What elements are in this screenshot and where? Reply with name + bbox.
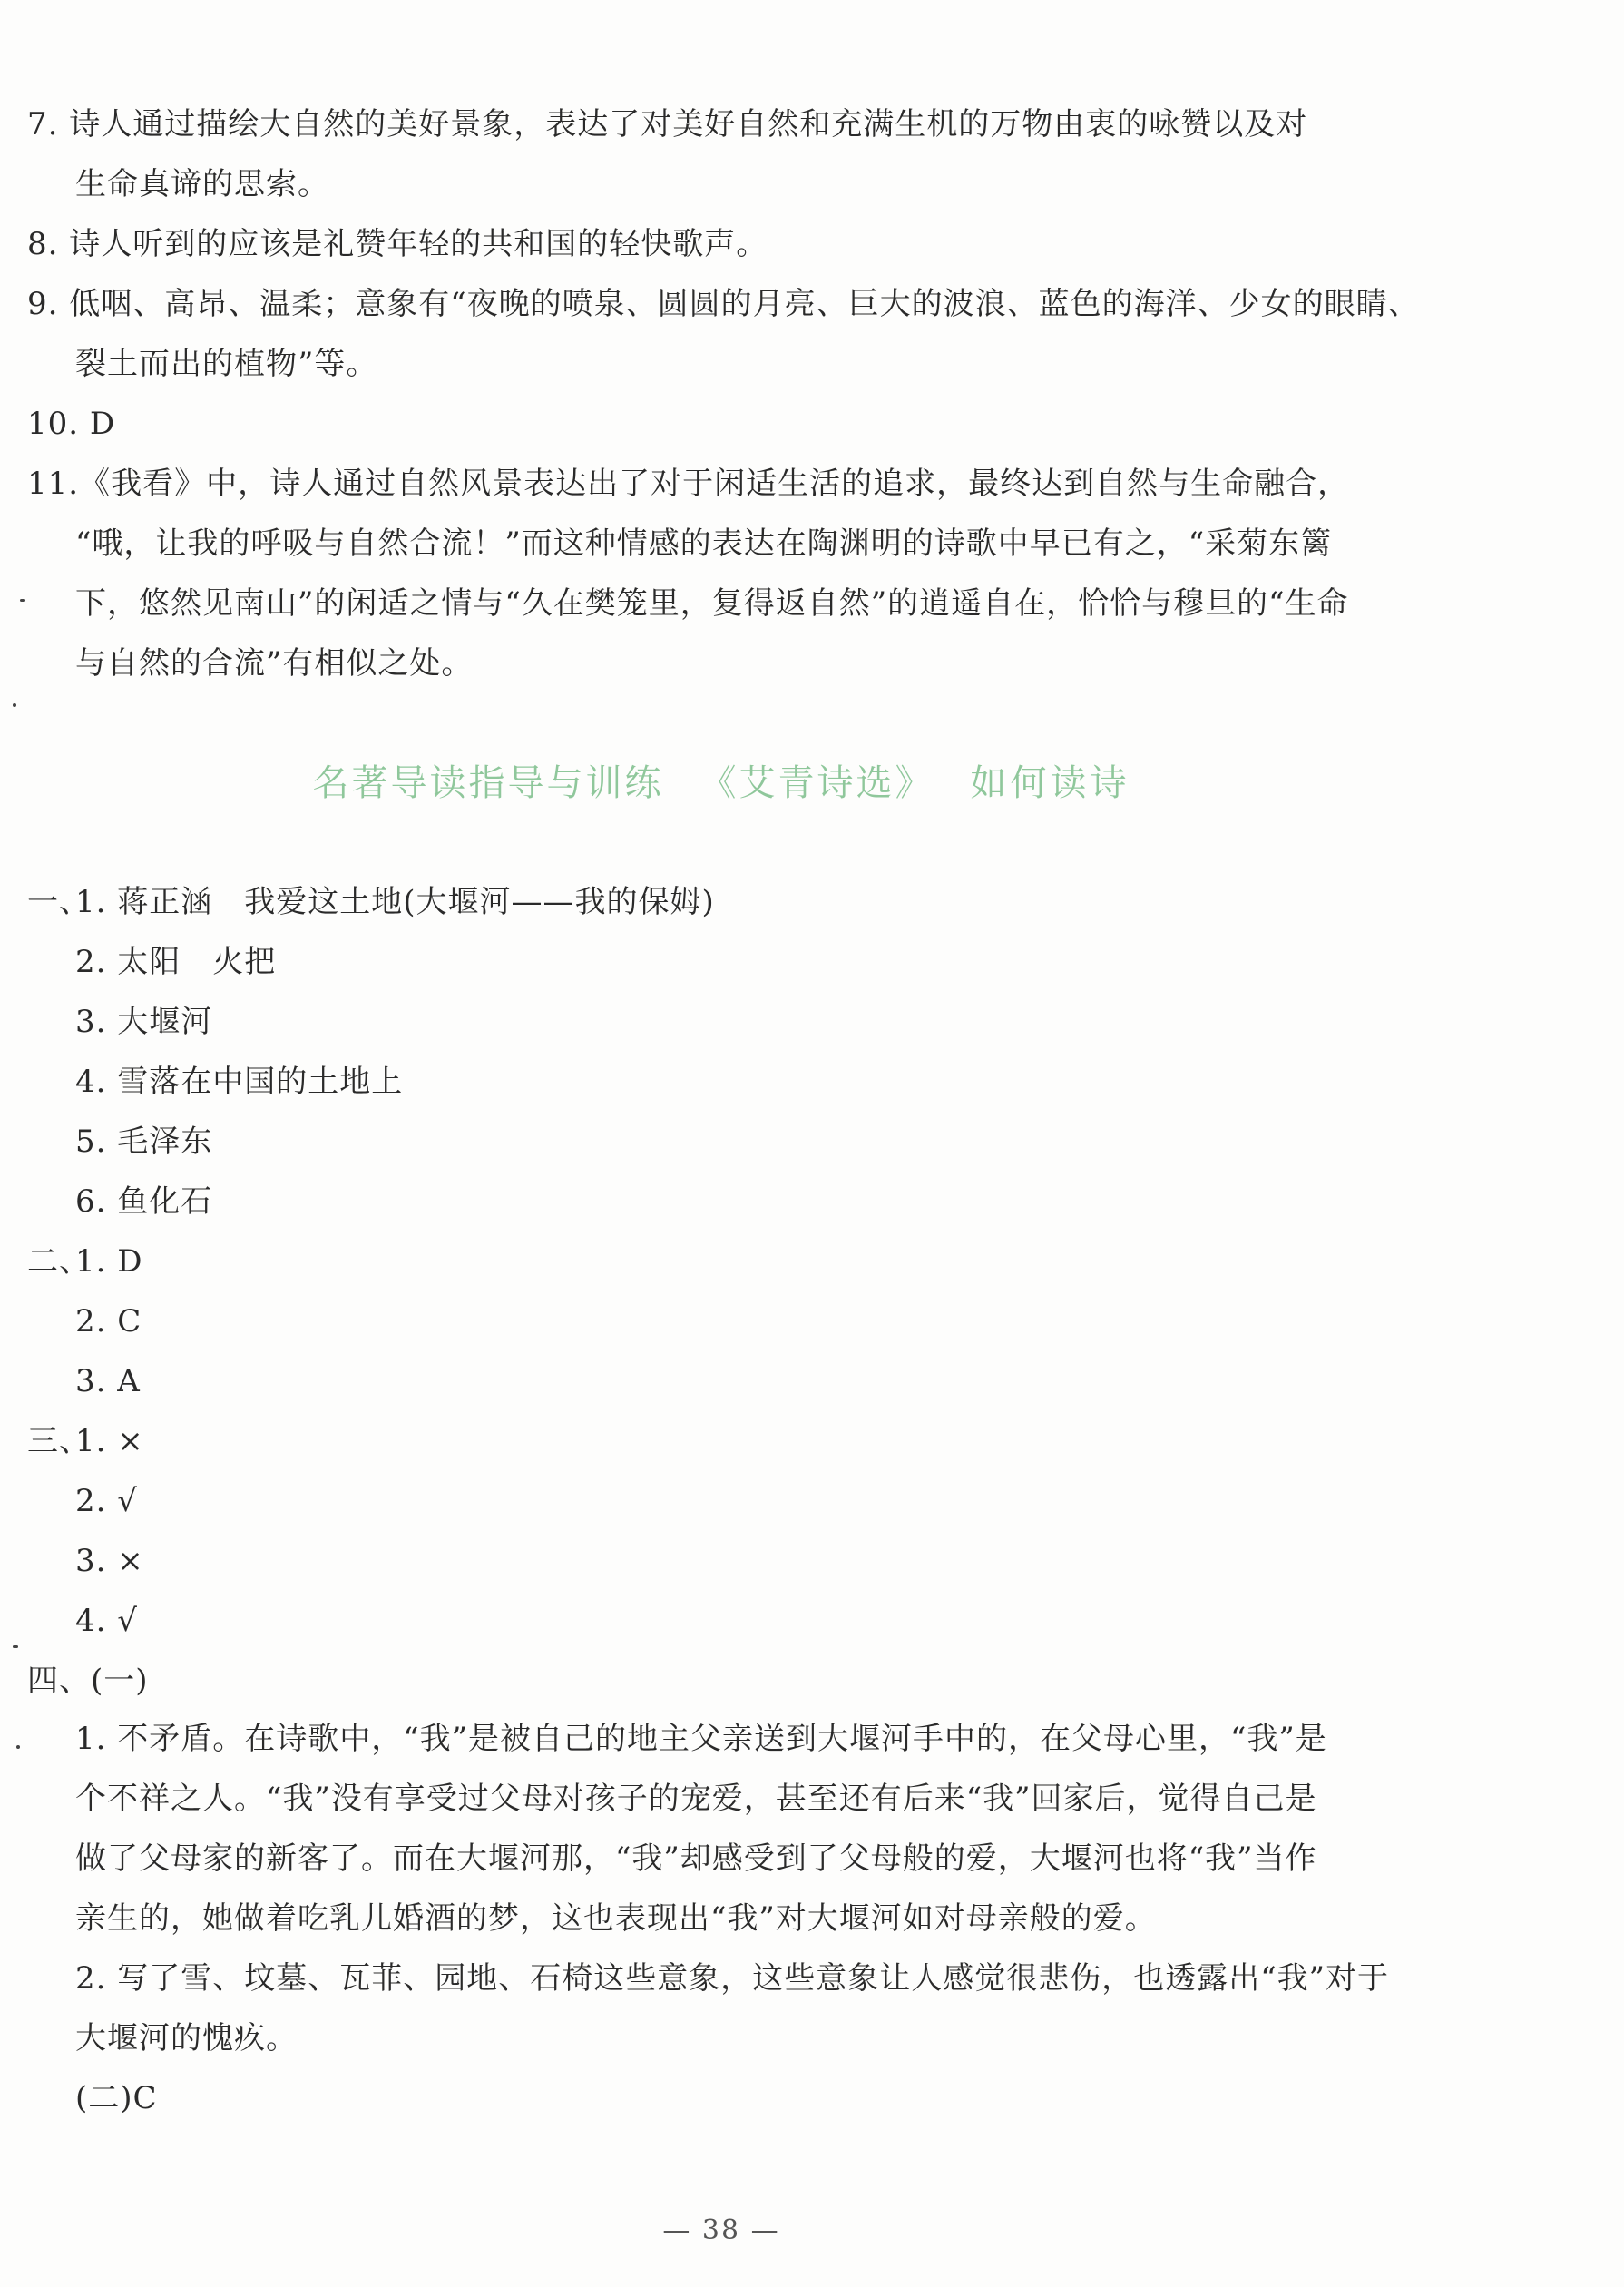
part3-item-2: 2. √ [75, 1483, 138, 1519]
part4-q1-line-3: 做了父母家的新客了。而在大堰河那，“我”却感受到了父母般的爱，大堰河也将“我”当作 [75, 1840, 1317, 1877]
part4-q1-line-1: 1. 不矛盾。在诗歌中，“我”是被自己的地主父亲送到大堰河手中的，在父母心里，“我”是 [75, 1721, 1327, 1757]
part4-label: 四、(一) [27, 1663, 149, 1699]
part2-label: 二、 [27, 1243, 91, 1280]
title-main: 名著导读指导与训练 [312, 762, 664, 804]
answer-11-line-4: 与自然的合流”有相似之处。 [75, 645, 474, 682]
part4-q2-line-1: 2. 写了雪、坟墓、瓦菲、园地、石椅这些意象，这些意象让人感觉很悲伤，也透露出“我”对于 [75, 1960, 1390, 1997]
answer-7-line-1: 7. 诗人通过描绘大自然的美好景象，表达了对美好自然和充满生机的万物由衷的咏赞以及对 [27, 106, 1308, 142]
part2-item-1: 1. D [75, 1243, 143, 1280]
part4-q1-line-4: 亲生的，她做着吃乳儿婚酒的梦，这也表现出“我”对大堰河如对母亲般的爱。 [75, 1900, 1157, 1937]
part4-q1-line-2: 个不祥之人。“我”没有享受过父母对孩子的宠爱，甚至还有后来“我”回家后，觉得自己是 [75, 1781, 1317, 1817]
answer-11-line-2: “哦，让我的呼吸与自然合流！”而这种情感的表达在陶渊明的诗歌中早已有之，“采菊东篱 [75, 525, 1333, 562]
part3-item-4: 4. √ [75, 1603, 138, 1639]
part1-item-2: 2. 太阳 火把 [75, 944, 277, 980]
part2-item-2: 2. C [75, 1303, 142, 1340]
section-title [0, 761, 1443, 806]
answer-11-line-1: 11.《我看》中，诗人通过自然风景表达出了对于闲适生活的追求，最终达到自然与生命融合， [27, 466, 1350, 502]
scan-speck [16, 1745, 20, 1749]
part4-q2-line-2: 大堰河的愧疚。 [75, 2020, 298, 2056]
title-sub: 如何读诗 [970, 762, 1130, 804]
answer-11-line-3: 下，悠然见南山”的闲适之情与“久在樊笼里，复得返自然”的逍遥自在，恰恰与穆旦的“生命 [75, 585, 1349, 622]
part3-item-1: 1. × [75, 1423, 144, 1459]
answer-10: 10. D [27, 406, 116, 442]
answer-8: 8. 诗人听到的应该是礼赞年轻的共和国的轻快歌声。 [27, 226, 768, 262]
part4-q3: (二)C [75, 2080, 158, 2116]
scan-speck [13, 703, 16, 707]
part1-item-3: 3. 大堰河 [75, 1004, 213, 1040]
part1-item-1: 1. 蒋正涵 我爱这土地(大堰河——我的保姆) [75, 884, 715, 920]
page-number: — 38 — [662, 2214, 780, 2246]
title-book: 《艾青诗选》 [699, 762, 934, 804]
part1-label: 一、 [27, 884, 91, 920]
answer-7-line-2: 生命真谛的思索。 [75, 166, 329, 202]
part2-item-3: 3. A [75, 1363, 141, 1399]
answer-9-line-1: 9. 低咽、高昂、温柔；意象有“夜晚的喷泉、圆圆的月亮、巨大的波浪、蓝色的海洋、少女的眼睛、 [27, 286, 1420, 322]
scan-speck [20, 599, 25, 602]
part1-item-5: 5. 毛泽东 [75, 1124, 213, 1160]
part3-item-3: 3. × [75, 1543, 144, 1579]
scan-speck [13, 1645, 18, 1648]
answer-9-line-2: 裂土而出的植物”等。 [75, 346, 378, 382]
part1-item-4: 4. 雪落在中国的土地上 [75, 1064, 404, 1100]
part1-item-6: 6. 鱼化石 [75, 1183, 213, 1220]
part3-label: 三、 [27, 1423, 91, 1459]
